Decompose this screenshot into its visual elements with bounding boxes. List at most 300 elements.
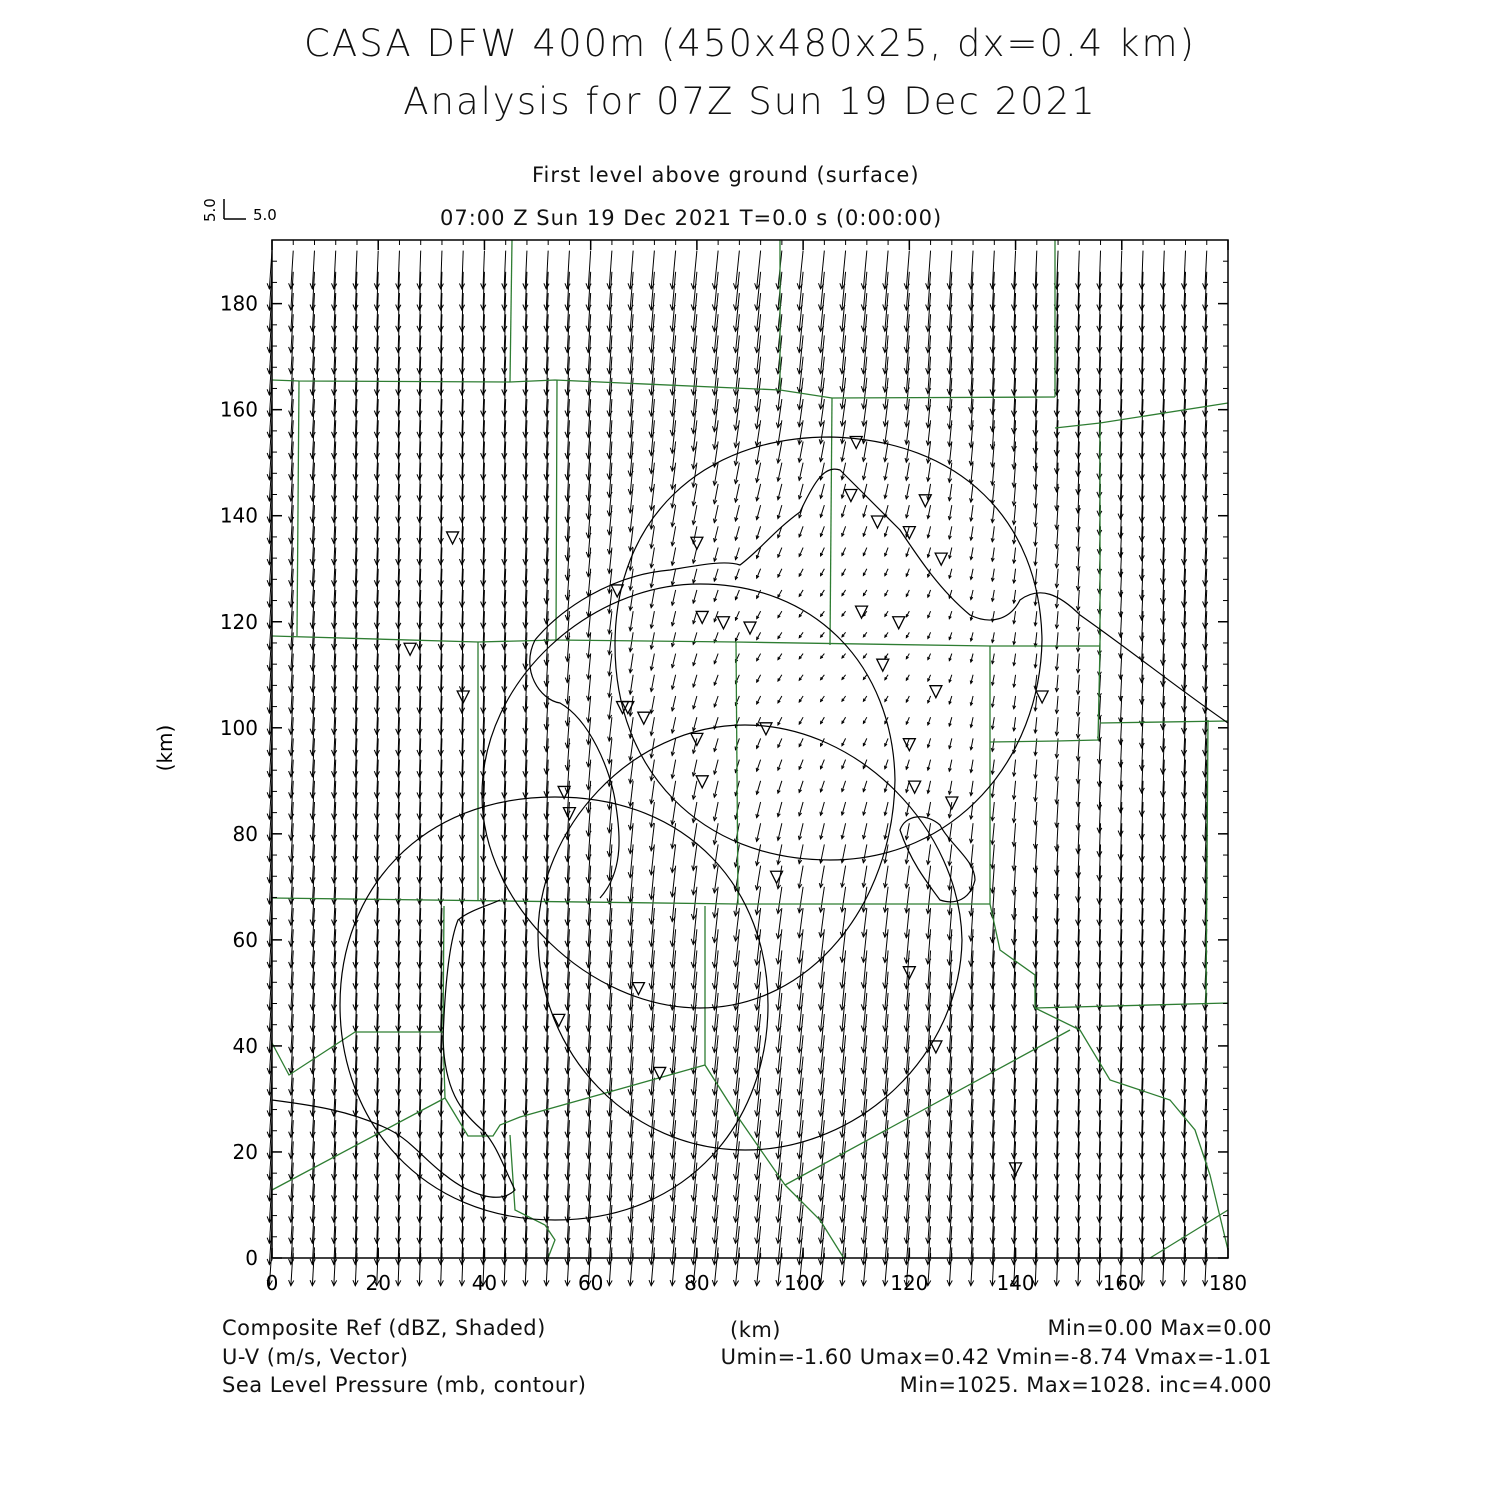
wind-vector bbox=[734, 463, 739, 484]
wind-vector bbox=[948, 887, 952, 915]
wind-vector bbox=[949, 611, 952, 619]
wind-vector bbox=[1034, 781, 1038, 801]
wind-vector bbox=[608, 675, 612, 697]
wind-vector bbox=[1013, 675, 1016, 687]
wind-vector bbox=[374, 251, 379, 289]
station-triangle bbox=[893, 617, 905, 629]
wind-vector bbox=[841, 802, 845, 815]
wind-vector bbox=[841, 441, 846, 461]
wind-vector bbox=[819, 908, 824, 937]
wind-vector bbox=[778, 738, 782, 747]
wind-vector bbox=[629, 654, 633, 673]
wind-vector bbox=[840, 887, 845, 912]
wind-vector bbox=[885, 632, 888, 637]
wind-vector bbox=[756, 463, 761, 483]
wind-vector bbox=[863, 526, 867, 536]
wind-vector bbox=[755, 420, 760, 446]
wind-vector bbox=[821, 569, 825, 576]
wind-vector bbox=[819, 441, 824, 461]
wind-vector bbox=[1055, 611, 1058, 628]
wind-vector bbox=[1055, 654, 1058, 671]
wind-vector bbox=[713, 505, 718, 522]
wind-vector bbox=[927, 548, 930, 558]
wind-vector bbox=[778, 632, 782, 638]
wind-vector bbox=[949, 569, 952, 578]
wind-vector bbox=[714, 760, 719, 775]
wind-vector bbox=[757, 696, 761, 704]
wind-vector bbox=[692, 548, 696, 564]
wind-vector bbox=[459, 251, 464, 289]
wind-vector bbox=[713, 484, 718, 504]
wind-vector bbox=[778, 654, 782, 660]
wind-vector bbox=[821, 632, 825, 637]
wind-vector bbox=[906, 675, 909, 680]
wind-vector bbox=[863, 590, 866, 596]
wind-vector bbox=[927, 738, 930, 747]
wind-vector bbox=[755, 887, 761, 915]
wind-vector bbox=[885, 548, 888, 556]
wind-vector bbox=[714, 675, 718, 685]
wind-vector bbox=[1076, 781, 1080, 807]
wind-vector bbox=[948, 484, 952, 501]
wind-vector bbox=[671, 696, 675, 711]
wind-vector bbox=[842, 675, 846, 680]
wind-vector bbox=[948, 866, 952, 890]
wind-vector bbox=[1013, 696, 1016, 709]
wind-vector bbox=[502, 251, 507, 289]
wind-vector bbox=[692, 781, 697, 799]
wind-vector bbox=[885, 590, 888, 596]
wind-vector bbox=[991, 590, 994, 601]
wind-vector bbox=[799, 590, 803, 596]
wind-vector bbox=[798, 866, 803, 888]
wind-vector bbox=[608, 717, 612, 741]
wind-vector bbox=[842, 611, 846, 616]
wind-vector bbox=[905, 887, 910, 913]
y-tick-label: 80 bbox=[232, 821, 258, 846]
wind-vector bbox=[948, 463, 952, 483]
wind-vector bbox=[863, 696, 866, 701]
wind-vector bbox=[671, 548, 675, 566]
wind-vector bbox=[1097, 251, 1102, 289]
wind-vector bbox=[842, 760, 846, 769]
wind-vector bbox=[778, 760, 782, 771]
wind-vector bbox=[777, 505, 782, 518]
wind-vector bbox=[671, 844, 676, 872]
wind-vector bbox=[735, 484, 740, 502]
wind-vector bbox=[799, 548, 803, 557]
wind-vector bbox=[799, 611, 803, 617]
wind-vector bbox=[671, 569, 675, 585]
wind-vector bbox=[862, 866, 867, 888]
wind-vector bbox=[756, 505, 761, 520]
wind-vector bbox=[863, 802, 867, 815]
wind-vector bbox=[1055, 569, 1059, 588]
wind-vector bbox=[863, 738, 867, 745]
wind-vector bbox=[842, 632, 846, 637]
wind-vector bbox=[756, 781, 761, 794]
wind-vector bbox=[735, 717, 739, 727]
wind-vector bbox=[671, 802, 676, 825]
wind-vector bbox=[671, 611, 675, 626]
wind-vector bbox=[713, 844, 718, 868]
wind-vector bbox=[905, 441, 909, 462]
wind-vector bbox=[756, 738, 760, 748]
wind-vector bbox=[927, 526, 930, 537]
wind-range: Umin=-1.60 Umax=0.42 Vmin=-8.74 Vmax=-1.01 bbox=[720, 1345, 1272, 1369]
wind-vector bbox=[756, 844, 761, 865]
y-tick-label: 20 bbox=[232, 1139, 258, 1164]
wind-vector bbox=[756, 526, 760, 538]
wind-vector bbox=[885, 654, 888, 659]
wind-vector bbox=[905, 463, 909, 481]
wind-vector bbox=[777, 802, 782, 817]
wind-vector bbox=[1076, 569, 1080, 591]
wind-vector bbox=[928, 611, 931, 618]
wind-vector bbox=[331, 251, 336, 289]
wind-vector bbox=[692, 505, 697, 524]
wind-vector bbox=[883, 866, 888, 888]
wind-vector bbox=[1055, 717, 1059, 735]
wind-vector bbox=[1203, 251, 1208, 289]
wind-vector bbox=[650, 526, 655, 548]
wind-vector bbox=[778, 611, 782, 618]
wind-vector bbox=[863, 632, 866, 637]
wind-vector bbox=[799, 781, 803, 793]
wind-vector bbox=[928, 717, 931, 725]
wind-vector bbox=[1012, 823, 1016, 846]
wind-vector bbox=[905, 484, 909, 499]
x-tick-label: 180 bbox=[1208, 1271, 1248, 1295]
wind-vector bbox=[778, 569, 782, 577]
x-tick-label: 140 bbox=[996, 1271, 1035, 1295]
wind-vector bbox=[949, 760, 952, 772]
wind-vector bbox=[798, 823, 803, 839]
station-triangle bbox=[871, 516, 883, 528]
wind-vector bbox=[693, 569, 697, 583]
wind-vector bbox=[885, 738, 888, 746]
wind-vector bbox=[1012, 781, 1016, 799]
wind-vector bbox=[906, 590, 909, 596]
wind-vector bbox=[713, 802, 718, 821]
wind-vector bbox=[906, 654, 909, 659]
wind-vector bbox=[970, 484, 974, 502]
wind-vector bbox=[671, 654, 675, 668]
wind-vector bbox=[820, 823, 825, 839]
wind-vector bbox=[884, 463, 888, 480]
wind-vector bbox=[926, 887, 930, 914]
wind-vector bbox=[714, 548, 718, 562]
wind-vector bbox=[1033, 823, 1037, 848]
wind-vector bbox=[671, 505, 676, 527]
wind-vector bbox=[1055, 781, 1059, 804]
wind-vector bbox=[1076, 251, 1081, 289]
wind-vector bbox=[755, 866, 760, 890]
wind-vector bbox=[693, 696, 697, 709]
wind-vector bbox=[714, 590, 718, 601]
wind-vector bbox=[863, 569, 866, 576]
wind-vector bbox=[842, 569, 846, 576]
wind-vector bbox=[1034, 654, 1037, 668]
wind-vector bbox=[841, 505, 845, 517]
wind-vector bbox=[991, 548, 994, 562]
wind-vector bbox=[1013, 632, 1016, 644]
wind-vector bbox=[777, 463, 782, 481]
wind-vector bbox=[949, 738, 952, 748]
wind-vector bbox=[799, 526, 803, 537]
wind-vector bbox=[820, 526, 824, 536]
wind-vector bbox=[841, 823, 845, 839]
wind-vector bbox=[928, 654, 931, 660]
wind-vector bbox=[969, 463, 973, 484]
wind-vector bbox=[714, 569, 718, 581]
wind-vector bbox=[1139, 251, 1144, 289]
x-tick-label: 80 bbox=[684, 1271, 710, 1295]
wind-vector bbox=[693, 590, 697, 603]
wind-vector bbox=[821, 696, 825, 702]
wind-vector bbox=[671, 590, 675, 605]
wind-vector bbox=[1012, 760, 1015, 776]
wind-vector bbox=[1034, 632, 1037, 646]
wind-vector bbox=[991, 505, 994, 522]
wind-vector bbox=[1034, 717, 1037, 733]
wind-vector bbox=[714, 632, 718, 642]
wind-vector bbox=[821, 675, 825, 680]
wind-vector bbox=[949, 632, 952, 639]
wind-vector bbox=[842, 548, 846, 556]
wind-vector bbox=[948, 526, 951, 538]
wind-vector bbox=[650, 590, 654, 608]
wind-vector bbox=[714, 738, 718, 751]
wind-vector bbox=[970, 526, 973, 540]
wind-vector bbox=[970, 696, 973, 705]
wind-vector bbox=[649, 823, 654, 851]
wind-vector bbox=[778, 590, 782, 597]
wind-vector bbox=[608, 611, 612, 634]
wind-vector bbox=[928, 590, 931, 597]
wind-vector bbox=[734, 844, 739, 866]
x-tick-label: 60 bbox=[577, 1271, 604, 1295]
wind-vector bbox=[842, 526, 846, 536]
wind-vector bbox=[799, 760, 803, 770]
wind-vector bbox=[842, 590, 846, 596]
wind-vector bbox=[906, 548, 909, 557]
wind-vector bbox=[970, 675, 973, 684]
legend-pressure: Sea Level Pressure (mb, contour) bbox=[222, 1373, 587, 1397]
wind-vector bbox=[693, 632, 697, 644]
wind-vector bbox=[841, 866, 846, 888]
wind-vector bbox=[693, 675, 697, 687]
wind-vector bbox=[1034, 802, 1038, 825]
wind-vector bbox=[863, 717, 866, 723]
wind-vector bbox=[756, 802, 761, 818]
wind-vector bbox=[1013, 611, 1016, 623]
wind-vector bbox=[948, 505, 952, 520]
reflectivity-range: Min=0.00 Max=0.00 bbox=[1047, 1316, 1272, 1340]
wind-vector bbox=[820, 505, 824, 517]
wind-vector bbox=[862, 463, 866, 480]
wind-vector bbox=[714, 654, 718, 664]
wind-vector bbox=[821, 611, 825, 616]
station-triangle bbox=[632, 983, 644, 995]
wind-vector bbox=[735, 548, 739, 560]
legend-wind-vectors: U-V (m/s, Vector) bbox=[222, 1345, 409, 1369]
wind-vector bbox=[608, 590, 612, 613]
wind-vector bbox=[884, 760, 888, 769]
wind-vector bbox=[671, 738, 675, 755]
wind-vector bbox=[692, 484, 697, 506]
wind-vector bbox=[1013, 590, 1016, 603]
wind-vector bbox=[842, 717, 846, 723]
wind-vector bbox=[885, 569, 888, 576]
wind-vector bbox=[1076, 696, 1080, 716]
wind-vector bbox=[692, 760, 697, 776]
wind-vector bbox=[778, 675, 782, 681]
wind-vector bbox=[928, 632, 931, 638]
wind-vector bbox=[862, 908, 867, 937]
wind-vector bbox=[629, 675, 633, 694]
wind-vector bbox=[927, 844, 931, 864]
wind-vector bbox=[1013, 548, 1016, 564]
wind-vector bbox=[1076, 717, 1080, 738]
station-triangle bbox=[930, 686, 942, 698]
wind-vector bbox=[906, 569, 909, 577]
wind-vector bbox=[928, 675, 931, 681]
wind-vector bbox=[820, 781, 824, 792]
wind-vector bbox=[821, 654, 825, 659]
wind-vector bbox=[885, 675, 888, 680]
wind-vector bbox=[1076, 654, 1080, 673]
wind-vector bbox=[991, 738, 994, 751]
plot-frame bbox=[272, 240, 1228, 1258]
wind-vector bbox=[970, 781, 973, 796]
wind-vector bbox=[1181, 251, 1186, 289]
wind-vector bbox=[1076, 738, 1080, 760]
wind-vector bbox=[671, 675, 675, 689]
wind-vector bbox=[799, 654, 803, 659]
station-triangle bbox=[877, 659, 889, 671]
wind-vector bbox=[820, 548, 824, 556]
wind-vector bbox=[629, 569, 633, 591]
level-label: First level above ground (surface) bbox=[532, 163, 920, 187]
wind-vector bbox=[1034, 611, 1037, 626]
wind-vector bbox=[927, 463, 931, 481]
x-tick-label: 160 bbox=[1102, 1271, 1141, 1295]
wind-vector bbox=[1076, 675, 1080, 694]
wind-vector bbox=[756, 823, 761, 841]
wind-vector bbox=[820, 802, 824, 815]
map-title: CASA DFW 400m (450x480x25, dx=0.4 km) bbox=[304, 22, 1196, 65]
wind-vector bbox=[820, 760, 824, 769]
wind-vector bbox=[884, 526, 888, 536]
wind-vector bbox=[991, 484, 995, 504]
wind-vector bbox=[693, 654, 697, 666]
wind-vector bbox=[1012, 844, 1016, 870]
wind-vector bbox=[757, 717, 761, 726]
station-triangle bbox=[909, 781, 921, 793]
wind-vector bbox=[671, 632, 675, 646]
y-tick-label: 140 bbox=[219, 503, 258, 528]
wind-vector bbox=[1013, 569, 1016, 583]
wind-vector bbox=[1055, 590, 1058, 608]
wind-vector bbox=[310, 251, 315, 289]
wind-vector bbox=[735, 611, 739, 620]
wind-vector bbox=[629, 632, 633, 651]
wind-vector bbox=[970, 569, 973, 580]
wind-vector bbox=[799, 569, 803, 577]
wind-vector bbox=[693, 717, 697, 731]
wind-vector bbox=[928, 696, 931, 703]
wind-vector bbox=[650, 717, 654, 735]
pressure-contours bbox=[272, 437, 1228, 1220]
wind-vector bbox=[883, 908, 888, 937]
wind-vector bbox=[991, 802, 995, 821]
wind-vector bbox=[757, 569, 761, 578]
wind-vector bbox=[948, 844, 952, 865]
wind-vector bbox=[1055, 802, 1059, 827]
wind-vector bbox=[1055, 548, 1059, 568]
wind-vector bbox=[819, 887, 824, 912]
wind-vector bbox=[1013, 654, 1016, 666]
wind-vector bbox=[885, 696, 888, 702]
wind-vector bbox=[671, 526, 676, 545]
wind-vector bbox=[862, 441, 867, 461]
wind-vector bbox=[884, 484, 888, 498]
wind-vector bbox=[714, 526, 719, 541]
wind-vector bbox=[927, 760, 930, 771]
wind-vector bbox=[756, 760, 760, 772]
wind-vector bbox=[842, 696, 846, 701]
wind-vector bbox=[970, 505, 973, 521]
wind-vector bbox=[692, 866, 697, 895]
wind-vector bbox=[650, 654, 654, 671]
wind-vector bbox=[523, 251, 528, 289]
wind-vector bbox=[757, 654, 761, 661]
reference-vector bbox=[201, 198, 277, 224]
valid-time-label: 07:00 Z Sun 19 Dec 2021 T=0.0 s (0:00:00) bbox=[440, 206, 943, 230]
wind-vector bbox=[992, 632, 995, 642]
wind-vector bbox=[650, 611, 654, 628]
wind-vector bbox=[842, 654, 846, 658]
wind-vector bbox=[757, 632, 761, 639]
wind-vector bbox=[991, 844, 995, 868]
wind-vector bbox=[992, 675, 995, 685]
wind-vector bbox=[1055, 675, 1058, 692]
wind-vector bbox=[777, 781, 781, 793]
wind-vector bbox=[863, 675, 866, 680]
wind-vector bbox=[713, 866, 718, 893]
station-triangle bbox=[696, 611, 708, 623]
wind-vector bbox=[778, 696, 782, 703]
wind-vector bbox=[906, 632, 909, 637]
wind-vector bbox=[991, 526, 994, 541]
wind-vector bbox=[608, 654, 612, 676]
wind-vector bbox=[798, 484, 803, 499]
wind-vector bbox=[776, 887, 781, 914]
wind-vector bbox=[970, 590, 973, 600]
analysis-time-title: Analysis for 07Z Sun 19 Dec 2021 bbox=[403, 80, 1097, 123]
wind-vector bbox=[799, 802, 804, 816]
wind-vector bbox=[1097, 738, 1101, 763]
wind-vector bbox=[970, 760, 973, 773]
wind-vector bbox=[991, 760, 994, 775]
wind-vector bbox=[821, 717, 825, 723]
wind-vector bbox=[735, 526, 740, 540]
wind-vector bbox=[949, 675, 952, 682]
wind-vector bbox=[735, 590, 739, 600]
wind-vector bbox=[1055, 526, 1059, 548]
station-triangle bbox=[845, 490, 857, 502]
